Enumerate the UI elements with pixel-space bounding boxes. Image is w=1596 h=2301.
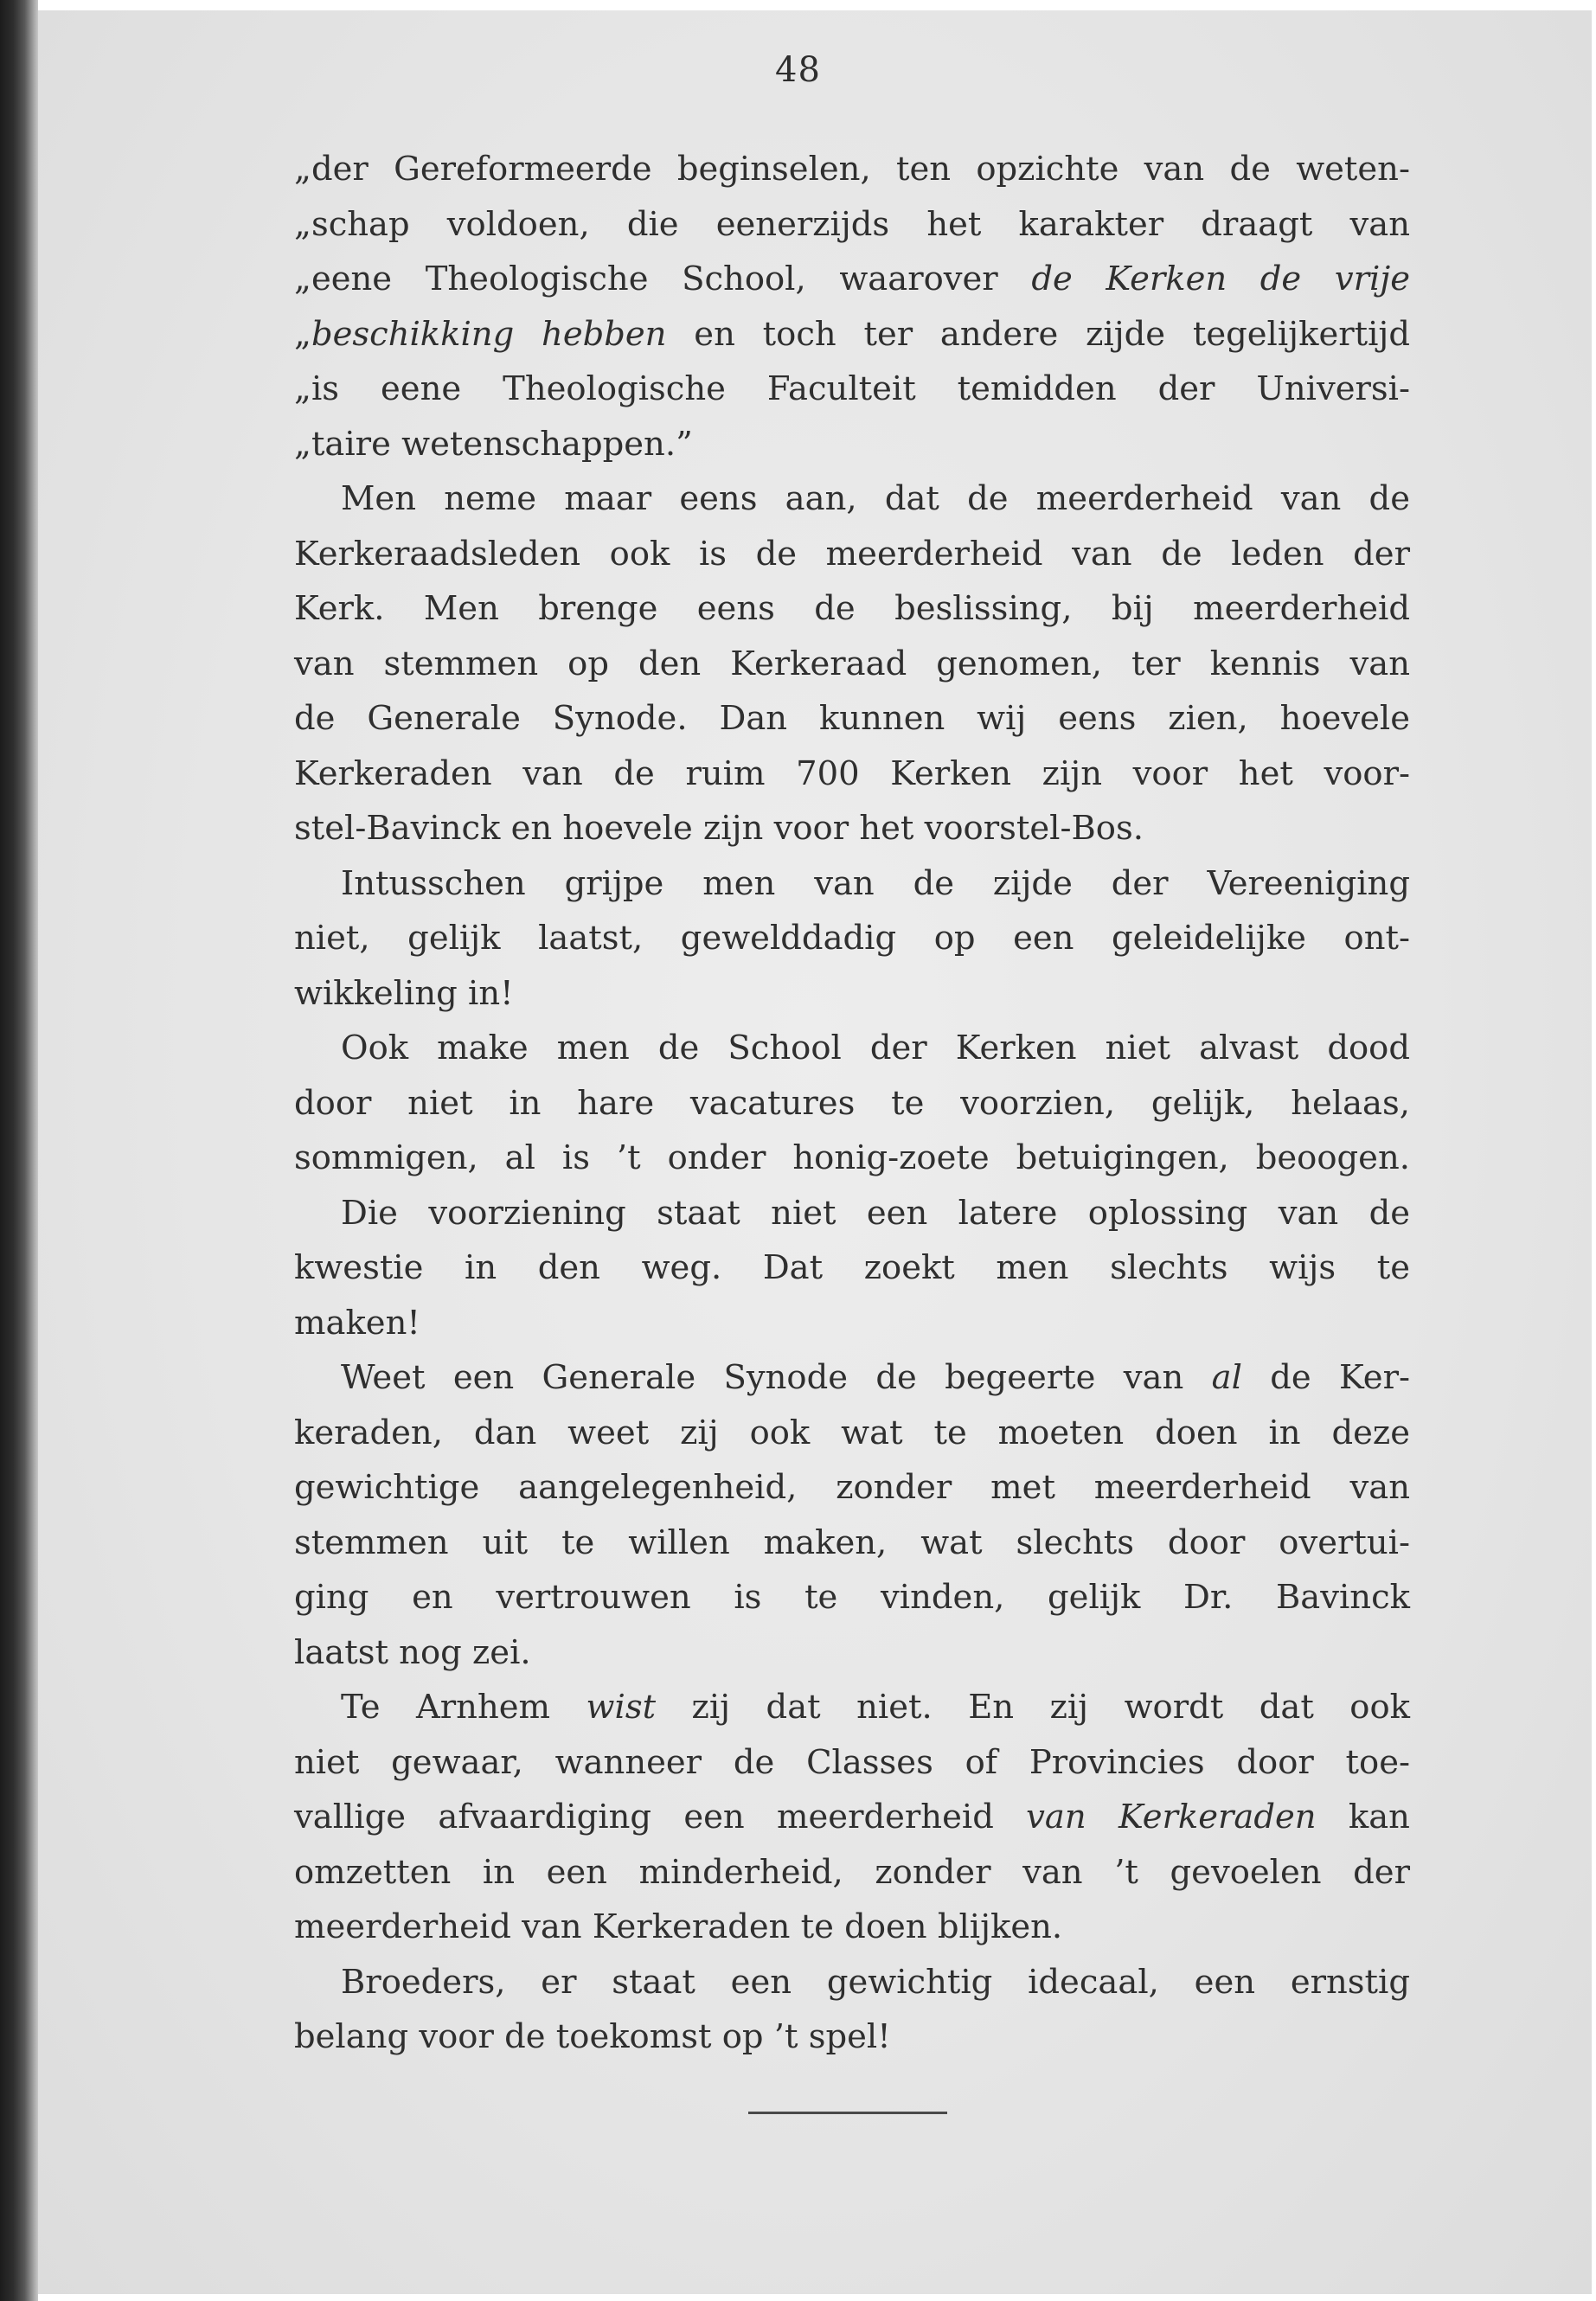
text-line: meerderheid van Kerkeraden te doen blijken. [294,1907,1063,1946]
text-line: stemmen uit te willen maken, wat slechts door overtui- [294,1522,1410,1562]
paragraph-first-line: Ook make men de School der Kerken niet alvast dood [341,1029,1410,1067]
text-run: kan [1316,1798,1410,1836]
page-number: 48 [775,50,821,90]
text-line: wikkeling in! [294,973,514,1013]
text-run: Te Arnhem [341,1688,586,1727]
text-line [294,252,1410,307]
text-line: ging en vertrouwen is te vinden, gelijk Dr. Bavinck [294,1578,1410,1617]
text-run: Weet een Generale Synode de begeerte van [341,1358,1212,1397]
text-run: en toch ter andere zijde tegelijkertijd [666,314,1410,354]
paragraph-first-line [294,1680,1410,1735]
paragraph-first-line: Broeders, er staat een gewichtig idecaal, een ernstig [341,1962,1410,2002]
text-run: „ [294,314,311,354]
text-line: niet gewaar, wanneer de Classes of Provincies door toe- [294,1742,1410,1782]
end-rule-divider [748,2112,947,2114]
text-line: sommigen, al is ’t onder honig-zoete betuigingen, beoogen. [294,1138,1410,1177]
text-line: maken! [294,1303,420,1343]
paragraph-first-line: Men neme maar eens aan, dat de meerderheid van de [341,479,1410,518]
text-line: omzetten in een minderheid, zonder van ’t gevoelen der [294,1852,1410,1892]
text-line: „schap voldoen, die eenerzijds het karakter draagt van [294,204,1410,244]
paragraph-first-line: Intusschen grijpe men van de zijde der Vereeniging [341,863,1410,903]
text-run: de Ker- [1241,1358,1410,1397]
text-line: laatst nog zei. [294,1632,531,1672]
text-run: vallige afvaardiging een meerderheid [294,1798,1027,1836]
text-line: niet, gelijk laatst, gewelddadig op een geleidelijke ont- [294,919,1410,958]
text-line: Kerk. Men brenge eens de beslissing, bij meerderheid [294,589,1410,628]
book-binding-edge [0,0,38,2301]
text-line: van stemmen op den Kerkeraad genomen, ter kennis van [294,644,1410,683]
italic-run: wist [586,1688,657,1727]
text-line: keraden, dan weet zij ook wat te moeten doen in deze [294,1413,1410,1452]
text-line: de Generale Synode. Dan kunnen wij eens zien, hoevele [294,699,1410,738]
text-line: Kerkeraden van de ruim 700 Kerken zijn voor het voor- [294,753,1410,793]
text-line: stel-Bavinck en hoevele zijn voor het voorstel-Bos. [294,809,1144,848]
paragraph-first-line: Die voorziening staat niet een latere oplossing van de [341,1193,1410,1233]
italic-run: al [1211,1358,1242,1397]
body-text [294,142,1410,2065]
text-line: „taire wetenschappen.” [294,424,693,464]
text-line: „is eene Theologische Faculteit temidden der Universi- [294,369,1410,408]
text-line: „der Gereformeerde beginselen, ten opzichte van de weten- [294,150,1410,189]
text-run: „eene Theologische School, waarover [294,260,1032,298]
text-line: Kerkeraadsleden ook is de meerderheid van de leden der [294,534,1410,574]
text-line: gewichtige aangelegenheid, zonder met meerderheid van [294,1468,1410,1507]
text-run: zij dat niet. En zij wordt dat ook [656,1688,1410,1727]
text-line: door niet in hare vacatures te voorzien, gelijk, helaas, [294,1083,1410,1123]
italic-run: beschikking hebben [311,314,667,354]
text-line [294,1790,1410,1845]
text-line [294,307,1410,362]
paragraph-first-line [294,1350,1410,1406]
italic-run: van Kerkeraden [1026,1798,1317,1836]
text-line: belang voor de toekomst op ’t spel! [294,2017,891,2056]
text-line: kwestie in den weg. Dat zoekt men slechts wijs te [294,1248,1410,1287]
italic-run: de Kerken de vrije [1031,260,1411,298]
